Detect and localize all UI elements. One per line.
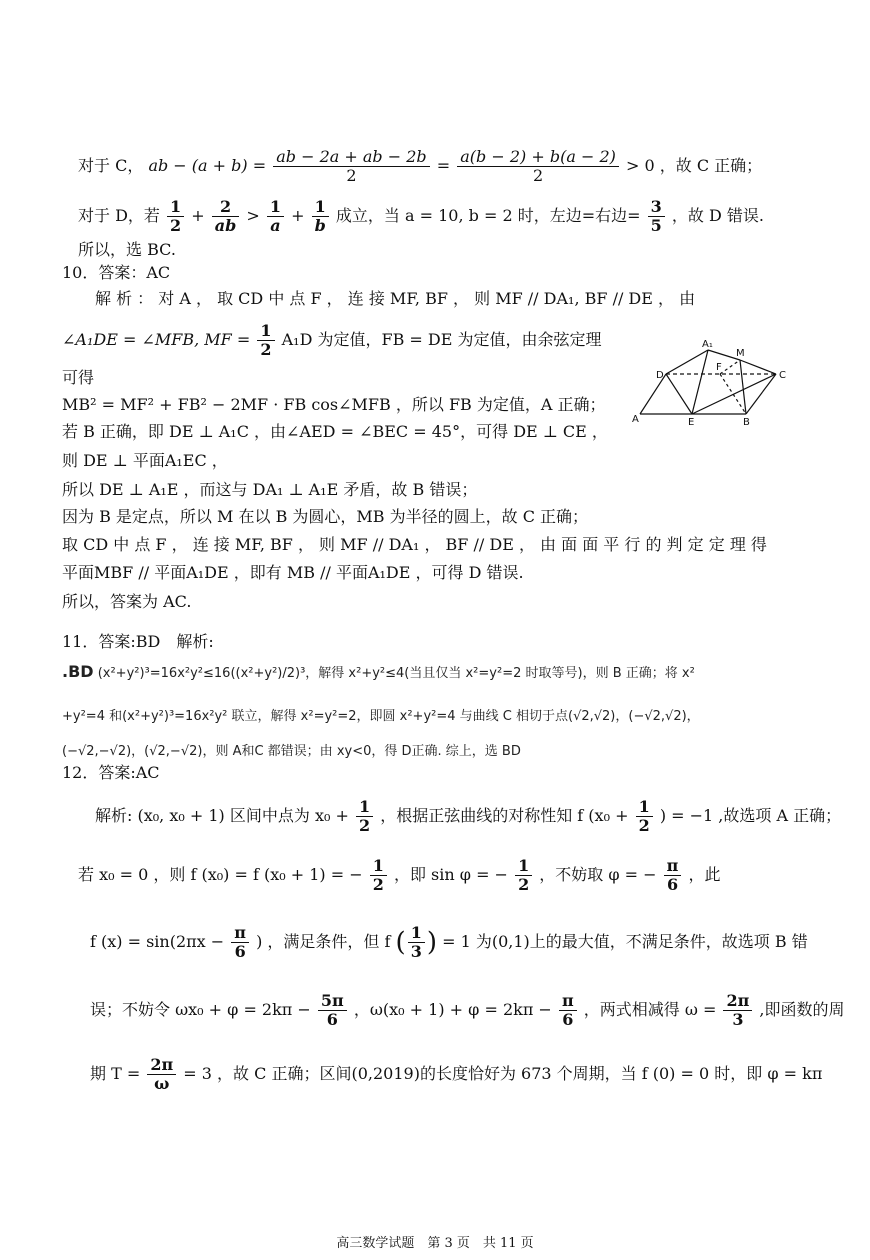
so-bc: 所以，选 BC. [78,240,176,259]
q10-line-9: 取 CD 中 点 F ， 连 接 MF, BF ， 则 MF // DA₁ ， BF // DE ， 由 面 面 平 行 的 判 定 定 理 得 [62,535,767,554]
q10-line-1: 解 析 ： 对 A ， 取 CD 中 点 F ， 连 接 MF, BF ， 则 MF // DA₁, BF // DE ， 由 [95,289,696,308]
q12-heading: 12．答案:AC [62,763,160,782]
q10-line-10: 平面MBF // 平面A₁DE ，即有 MB // 平面A₁DE ，可得 D 错误. [62,563,524,582]
q12-line-4: 误；不妨令 ωx₀ + φ = 2kπ − $\frac{5\pi}{6}$ ，ω(x₀ + 1) + φ = 2kπ − $\frac{\pi}{6}$ ，两式相减得 ω = $\frac{2\pi}{3}$ ,即函数的周 [90,991,845,1029]
q10-line-4: MB² = MF² + FB² − 2MF · FB cos∠MFB ，所以 FB 为定值，A 正确； [62,395,606,414]
fraction: $\frac{a(b - 2) + b(a - 2)}{2}$ [457,148,619,185]
q12-line-3: f (x) = sin(2πx − $\frac{\pi}{6}$ ) ，满足条件，但 f ( $\frac{1}{3}$ ) = 1 为(0,1)上的最大值，不满足条件，故选项 B 错 [90,923,808,961]
label-E: E [688,417,695,428]
q11-heading: 11．答案:BD 解析: [62,632,214,651]
q11-scan-line-2: +y²=4 和(x²+y²)³=16x²y² 联立，解得 x²=y²=2，即圆 x²+y²=4 与曲线 C 相切于点(√2,√2)，(−√2,√2)， [62,709,700,724]
label-B: B [743,417,750,428]
label-A1: A₁ [702,339,713,350]
fraction: $\frac{2}{ab}$ [212,198,240,235]
fraction: $\frac{1}{2}$ [257,322,274,359]
fraction: $\frac{1}{2}$ [370,857,387,894]
q12-line-5: 期 T = $\frac{2\pi}{\omega}$ = 3 ，故 C 正确；区间(0,2019)的长度恰好为 673 个周期，当 f (0) = 0 时，即 φ = kπ [90,1055,823,1093]
label-F: F [716,362,722,373]
q12-line-1: 解析: (x₀, x₀ + 1) 区间中点为 x₀ + $\frac{1}{2}$ ，根据正弦曲线的对称性知 f (x₀ + $\frac{1}{2}$ ) = −1 ,故选项 A 正确； [95,797,842,835]
q10-line-11: 所以，答案为 AC. [62,592,192,611]
fraction: $\frac{\pi}{6}$ [664,857,682,894]
fraction: $\frac{1}{2}$ [636,798,653,835]
fraction: $\frac{1}{3}$ [408,924,425,961]
fraction: $\frac{2\pi}{\omega}$ [147,1056,176,1093]
edge-B-C [746,374,776,414]
q11-scan-line-1: .BD (x²+y²)³=16x²y²≤16((x²+y²)/2)³，解得 x²+y²≤4(当且仅当 x²=y²=2 时取等号)，则 B 正确；将 x² [62,662,695,681]
fraction: $\frac{2\pi}{3}$ [723,992,752,1029]
q10-line-5: 若 B 正确，即 DE ⊥ A₁C ，由∠AED = ∠BEC = 45°，可得 DE ⊥ CE ， [62,422,608,441]
page-footer: 高三数学试题 第 3 页 共 11 页 [336,1236,534,1251]
q12-line-2: 若 x₀ = 0 ，则 f (x₀) = f (x₀ + 1) = − $\frac{1}{2}$ ，即 sin φ = − $\frac{1}{2}$ ，不妨取 φ = − $\frac{\pi}{6}$ ，此 [78,856,721,894]
q10-line-3: 可得 [62,368,95,387]
edge-M-C [740,360,776,374]
fraction: $\frac{5\pi}{6}$ [318,992,347,1029]
option-c-line: 对于 C， ab − (a + b) = $\frac{ab - 2a + ab - 2b}{2}$ = $\frac{a(b - 2) + b(a - 2)}{2}$ > 0 ，故 C 正确； [78,147,763,185]
fraction: $\frac{\pi}{6}$ [231,924,249,961]
q10-line-2: ∠A₁DE = ∠MFB, MF = $\frac{1}{2}$ A₁D 为定值，FB = DE 为定值，由余弦定理 [62,321,602,359]
label-A: A [632,414,639,425]
fraction: $\frac{1}{2}$ [515,857,532,894]
edge-D-E [666,374,692,414]
option-d-line: 对于 D，若 $\frac{1}{2}$ + $\frac{2}{ab}$ > $\frac{1}{a}$ + $\frac{1}{b}$ 成立，当 a = 10, b = 2 时，左边=右边= $\frac{3}{5}$ ，故 D 错误. [78,197,764,235]
edge-D-A1 [666,350,708,374]
q11-scan-line-3: (−√2,−√2)，(√2,−√2)，则 A和C 都错误；由 xy<0，得 D正确. 综上，选 BD [62,744,521,759]
fraction: $\frac{ab - 2a + ab - 2b}{2}$ [273,148,429,185]
q10-heading: 10．答案：AC [62,263,171,282]
q10-line-8: 因为 B 是定点，所以 M 在以 B 为圆心，MB 为半径的圆上，故 C 正确； [62,507,589,526]
fraction: $\frac{1}{2}$ [356,798,373,835]
q10-line-6: 则 DE ⊥ 平面A₁EC ， [62,451,228,470]
fraction: $\frac{1}{2}$ [167,198,184,235]
edge-E-C [692,374,776,414]
fraction: $\frac{1}{a}$ [267,198,284,235]
fraction: $\frac{1}{b}$ [312,198,329,235]
label-D: D [656,370,664,381]
label-C: C [779,370,786,381]
geometry-figure [628,336,793,428]
q10-line-7: 所以 DE ⊥ A₁E ，而这与 DA₁ ⊥ A₁E 矛盾，故 B 错误； [62,480,478,499]
fraction: $\frac{3}{5}$ [648,198,665,235]
edge-A1-E [692,350,708,414]
label-M: M [736,348,745,359]
fraction: $\frac{\pi}{6}$ [559,992,577,1029]
edge-F-M [720,360,740,374]
